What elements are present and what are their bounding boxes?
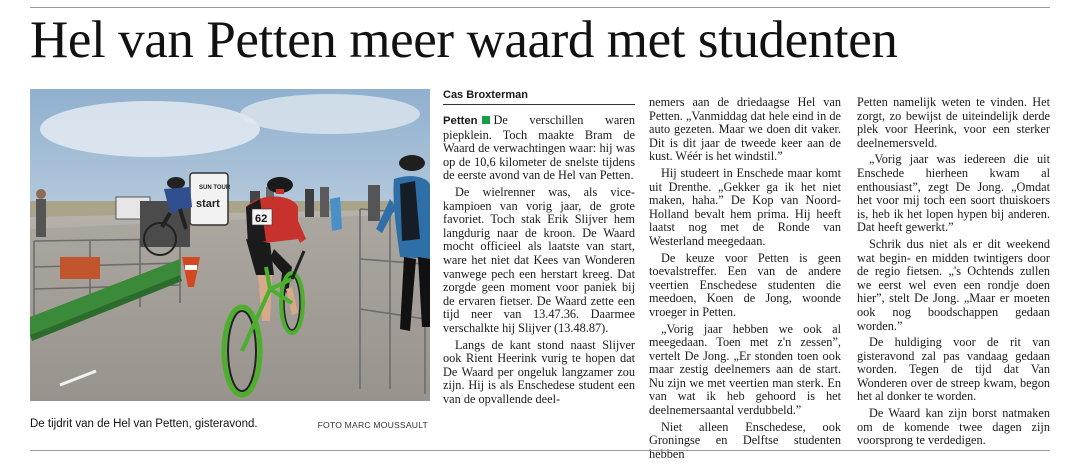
rider-number: 62 — [255, 213, 268, 225]
article-paragraph-8: „Vorig jaar was iedereen die uit Enschede hierheen kwam al enthousiast”, zegt De Jong. „Omdat het voor mij toch een soort thuiskoers is, heb ik het lopen hypen bij anderen. Dat heeft gewerkt.” — [857, 152, 1050, 235]
brand-sign-text: SUN TOUR — [199, 185, 231, 191]
article-paragraph-6: „Vorig jaar hebben we ook al meegedaan. Toen met z'n zessen”, vertelt De Jong. „Er stonden toen ook maar zestig deelnemers aan de start. Nu zijn we met veertien man sterk. En van wat ik heb gehoord is het deelnemersaantal verdubbeld.” — [649, 321, 841, 418]
article-paragraph-11: De Waard kan zijn borst natmaken om de komende twee dagen zijn voorsprong te verdedigen. — [857, 406, 1050, 448]
article-column-3 — [857, 96, 1050, 451]
photo-caption: De tijdrit van de Hel van Petten, gisteravond. — [30, 418, 258, 430]
article-paragraph-3-continued: nemers aan de driedaagse Hel van Petten. „Vanmiddag dat hele eind in de auto gezeten. Maar we doen dit vaker. Dit is dit jaar de tweede keer aan de kust. Wéér is het windstil.” — [649, 95, 841, 164]
article-column-1 — [443, 89, 635, 409]
article-paragraph-4: Hij studeert in Enschede maar komt uit Drenthe. „Gekker ga ik het niet maken, haha.” De Kop van Noord-Holland bevalt hem prima. Hij heeft laatst nog met de Ronde van Westerland meegedaan. — [649, 165, 841, 248]
article-paragraph-9: Schrik dus niet als er dit weekend wat begin- en midden twintigers door de regio fietsen. „'s Ochtends zullen we eerst wel even een rondje doen hier”, stelt De Jong. „Maar er moeten ook nog boodschappen gedaan worden.” — [857, 236, 1050, 333]
article-paragraph-5: De keuze voor Petten is geen toevalstreffer. Een van de andere veertien Enschedese studenten die meedoen, Koen de Jong, woonde vroeger in Petten. — [649, 250, 841, 319]
bottom-rule — [30, 450, 1050, 451]
byline: Cas Broxterman — [443, 89, 635, 105]
article-paragraph-10: De huldiging voor de rit van gisteravond zal pas vandaag gedaan worden. Tegen de tijd dat Van Wonderen over de streep kwam, begon het al donker te worden. — [857, 335, 1050, 404]
article-paragraph-1 — [443, 114, 635, 183]
article-paragraph-7: Niet alleen Enschedese, ook Groningse en Delftse studenten hebben — [649, 419, 841, 461]
paragraph-1-text: De verschillen waren piepklein. Toch maakte Bram de Waard de verwachtingen waar: hij was op de 10,6 kilometer de snelste tijdens de eerste avond van de Hel van Petten. — [443, 113, 635, 183]
article-column-2 — [649, 96, 841, 464]
dateline: Petten — [443, 115, 478, 127]
start-sign-text: start — [196, 198, 220, 210]
green-square-icon — [482, 116, 490, 124]
article-paragraph-2: De wielrenner was, als vice-kampioen van vorig jaar, de grote favoriet. Toch stak Erik Slijver hem langdurig naar de kroon. De Waard mocht officieel als laatste van start, ware het niet dat Kees van Wonderen vanwege pech een herstart kreeg. Dat zorgde geen moment voor paniek bij de ervaren fietser. De Waard zette een tijd neer van 13.47.36. Daarmee verschalkte hij Slijver (13.48.87). — [443, 184, 635, 335]
top-rule — [30, 7, 1050, 8]
article-paragraph-7-continued: Petten namelijk weten te vinden. Het zorgt, zo bewijst de uiteindelijk derde plek voor Heerink, voor een sterker deelnemersveld. — [857, 95, 1050, 150]
headline: Hel van Petten meer waard met studenten — [30, 11, 898, 69]
photo-credit: FOTO MARC MOUSSAULT — [317, 420, 428, 430]
article-photo — [30, 89, 430, 401]
article-paragraph-3: Langs de kant stond naast Slijver ook Rient Heerink vurig te hopen dat De Waard per ongeluk langzamer zou zijn. Hij is als Enschedese student een van de opvallende deel- — [443, 337, 635, 406]
photo-caption-bar — [30, 418, 430, 434]
